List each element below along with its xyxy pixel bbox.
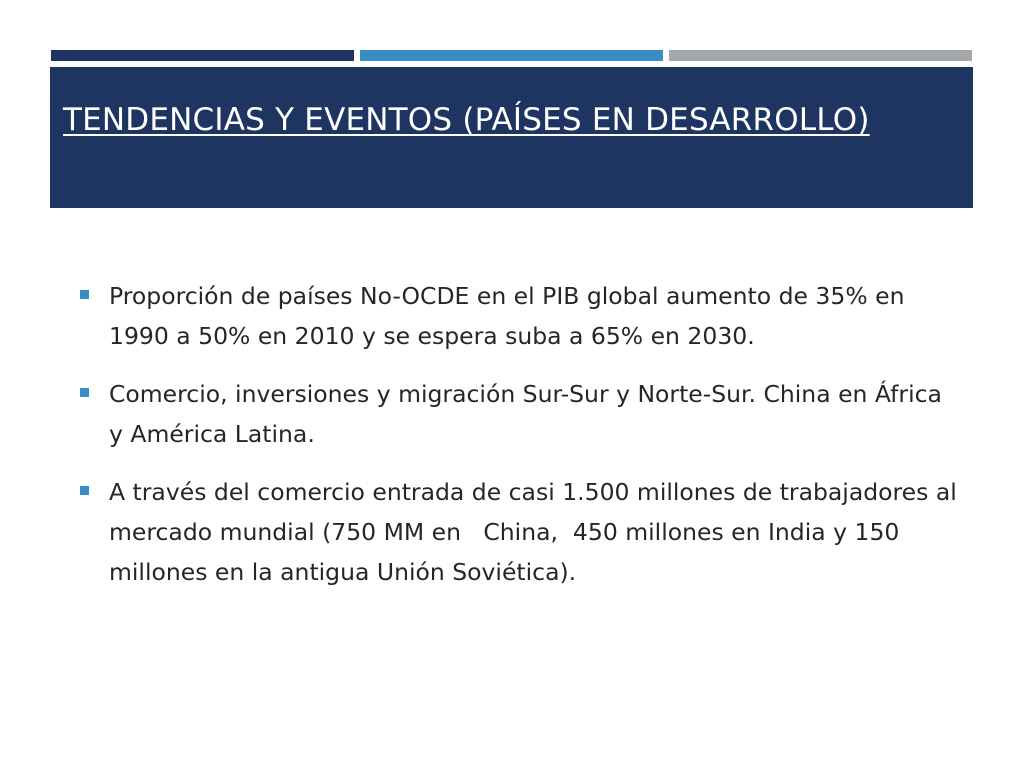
bullet-item [78,276,958,356]
accent-bar-gray [669,50,972,61]
slide-title-band [50,67,973,208]
bullet-item [78,374,958,454]
accent-bar-dark-blue [51,50,354,61]
bullet-list [78,276,965,592]
accent-bar-light-blue [360,50,663,61]
bullet-text: Comercio, inversiones y migración Sur-Sur y Norte-Sur. China en África y América Latina. [109,380,942,448]
slide-content [78,276,965,610]
square-bullet-icon [80,486,89,495]
square-bullet-icon [80,388,89,397]
bullet-item [78,472,965,592]
bullet-text: Proporción de países No-OCDE en el PIB global aumento de 35% en 1990 a 50% en 2010 y se espera suba a 65% en 2030. [109,282,905,350]
slide-title: TENDENCIAS Y EVENTOS (PAÍSES EN DESARROLLO) [63,102,870,138]
bullet-text: A través del comercio entrada de casi 1.500 millones de trabajadores al mercado mundial (750 MM en China, 450 millones en India y 150 millones en la antigua Unión Soviética). [109,478,965,586]
square-bullet-icon [80,290,89,299]
